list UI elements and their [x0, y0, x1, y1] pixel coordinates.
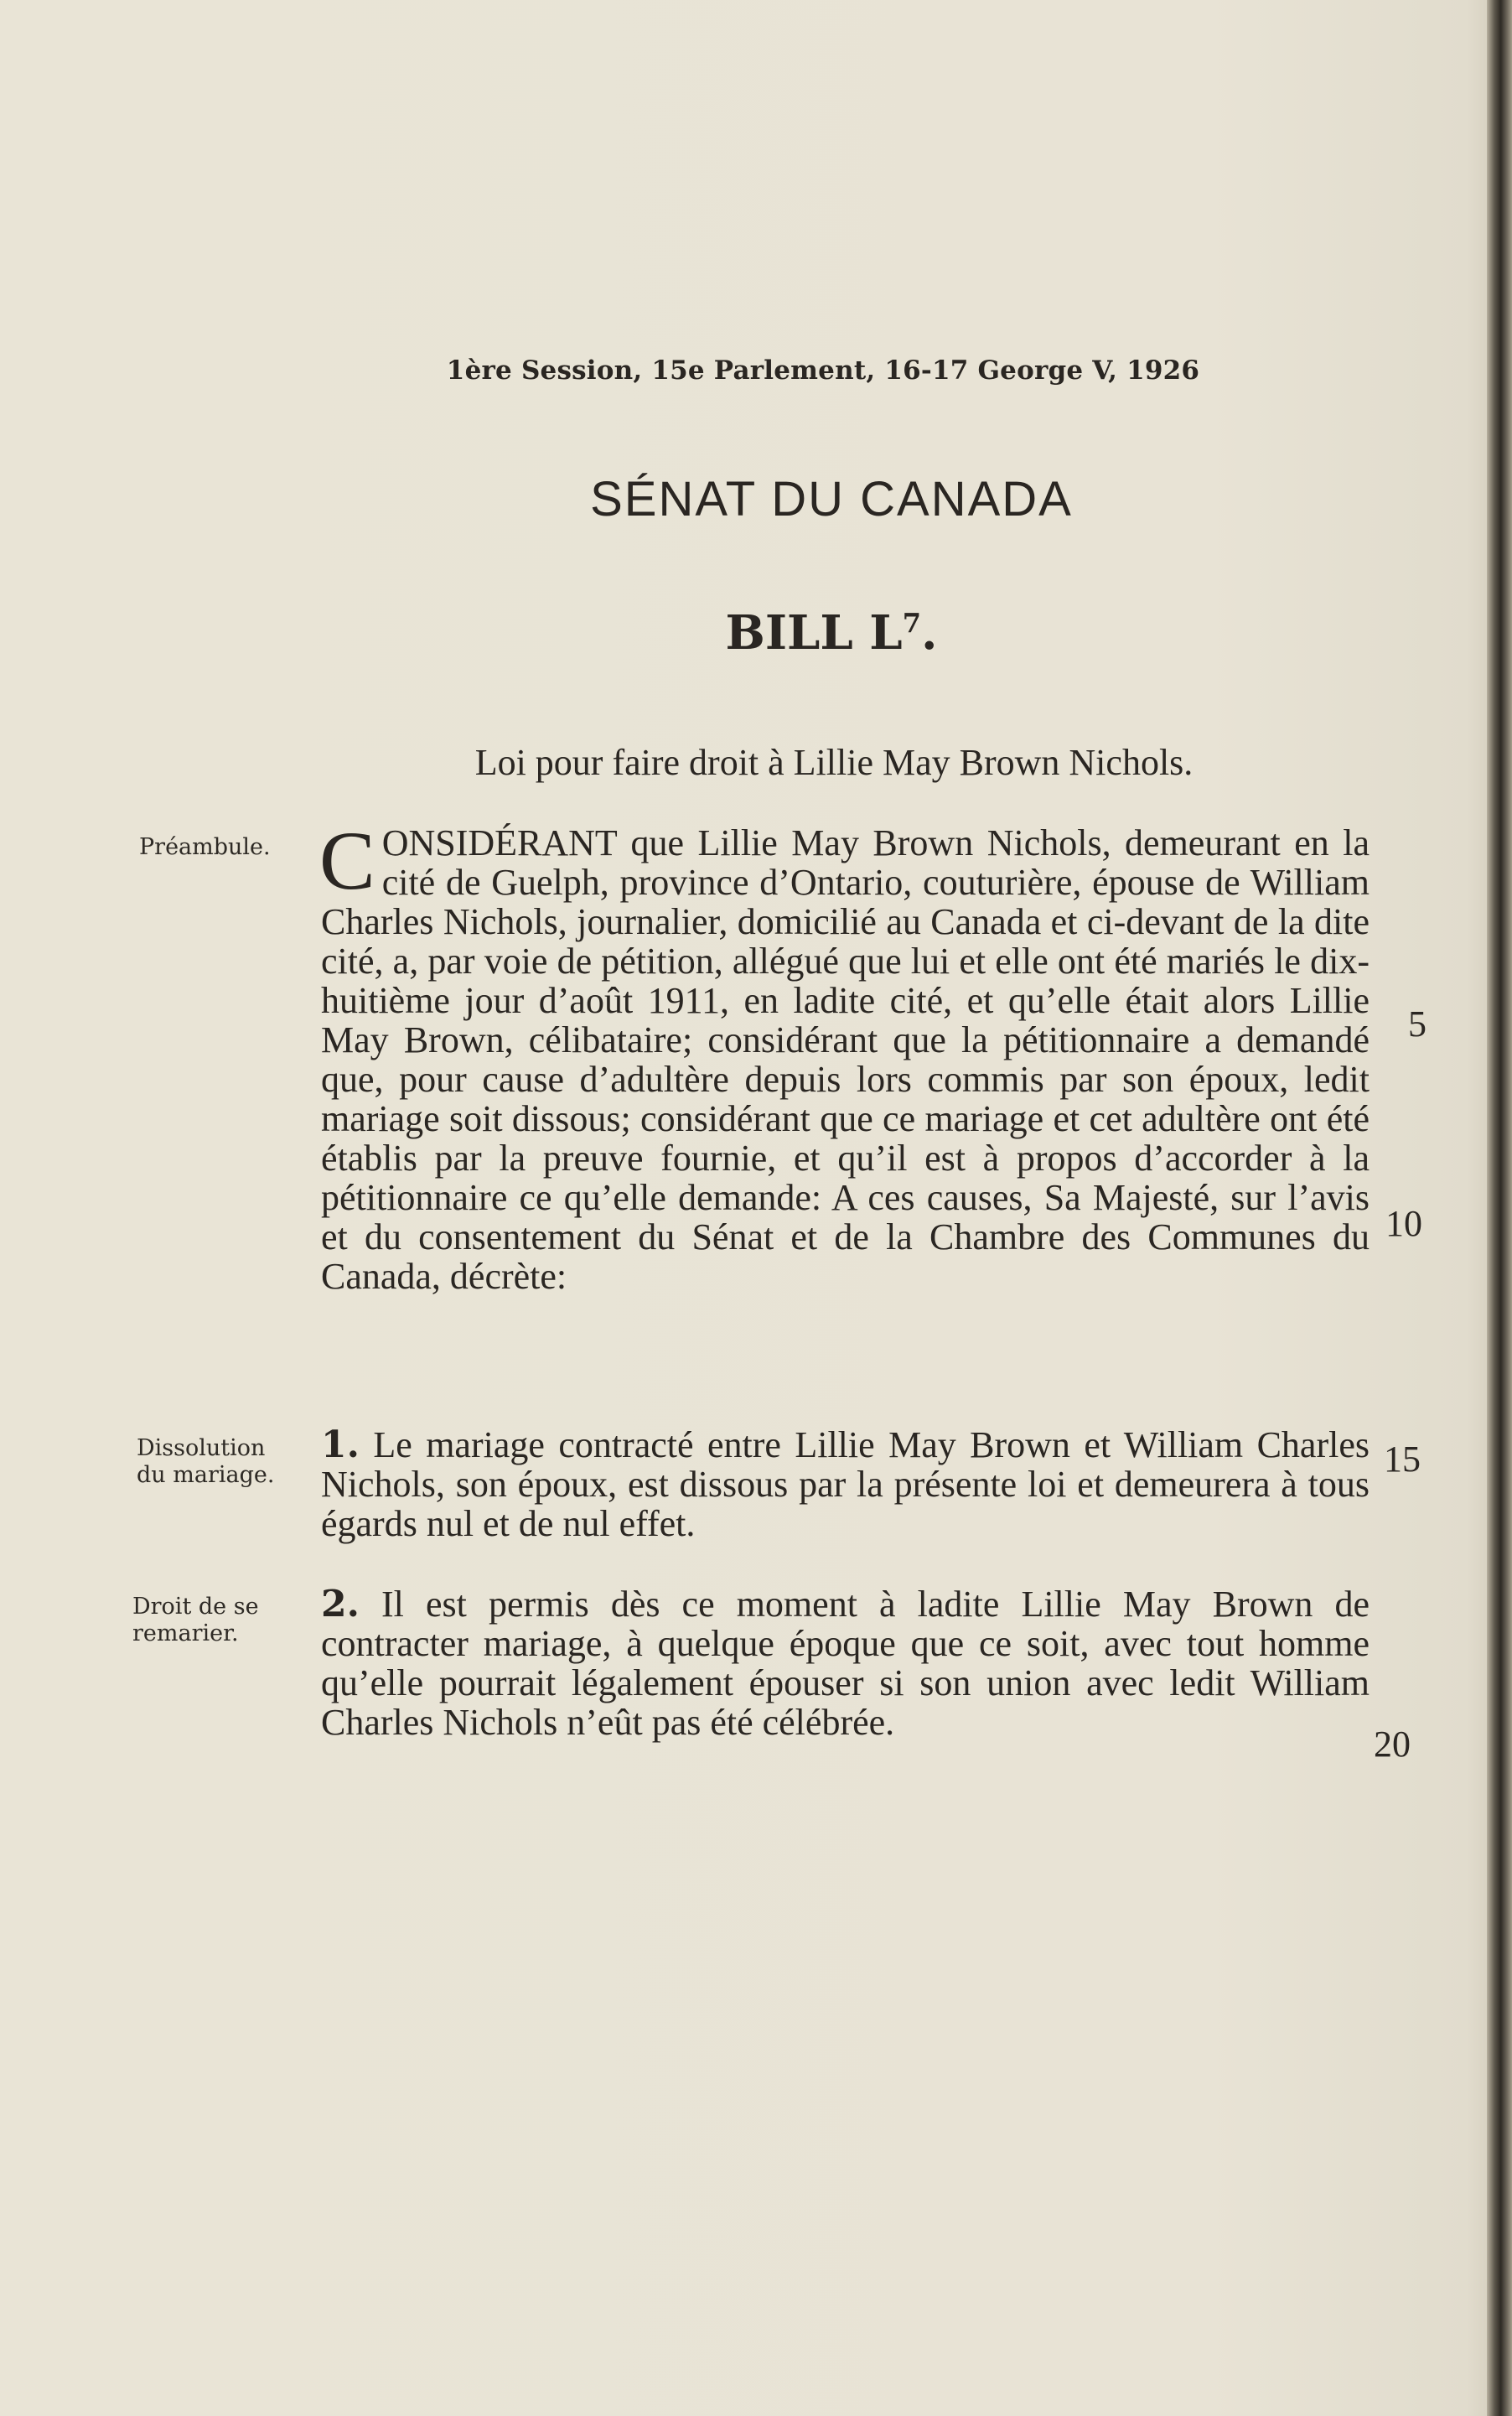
- bill-title-main: BILL L: [725, 605, 903, 661]
- article-2: [321, 1584, 1370, 1742]
- preamble-paragraph: [319, 814, 1370, 1297]
- senate-title: SÉNAT DU CANADA: [590, 472, 1073, 526]
- line-number: 10: [1385, 1203, 1422, 1244]
- drop-cap: C: [319, 814, 375, 907]
- article-2-text: Il est permis dès ce moment à ladite Lillie May Brown de contracter mariage, à quelque époque que ce soit, avec tout homme qu’elle pourrait légalement épouser si son union avec ledit William Charles Nichols n’eût pas été célébrée.: [321, 1584, 1370, 1743]
- bill-title: [75, 605, 1512, 661]
- article-2-number: 2.: [321, 1583, 360, 1625]
- line-number: 20: [1374, 1724, 1411, 1765]
- article-1-text: Le mariage contracté entre Lillie May Brown et William Charles Nichols, son époux, est dissous par la présente loi et demeurera à tous égards nul et de nul effet.: [321, 1424, 1370, 1544]
- sidenote-dissolution: [137, 1435, 274, 1489]
- sidenote-dissolution-line2: du mariage.: [137, 1462, 275, 1488]
- sidenote-remarry-line2: remarier.: [132, 1620, 239, 1646]
- sidenote-remarry-line1: Droit de se: [132, 1594, 259, 1620]
- sidenote-dissolution-line1: Dissolution: [137, 1435, 266, 1461]
- article-1-number: 1.: [321, 1423, 360, 1466]
- bill-title-number: 7: [902, 607, 921, 640]
- line-number: 5: [1408, 1003, 1427, 1045]
- bill-title-end: .: [920, 605, 938, 661]
- sidenote-preamble: Préambule.: [139, 834, 271, 860]
- session-line: 1ère Session, 15e Parlement, 16-17 George V, 1926: [446, 355, 1200, 386]
- preamble-text: ONSIDÉRANT que Lillie May Brown Nichols, demeurant en la cité de Guelph, province d’Ontario, couturière, épouse de William Charles Nichols, journalier, domicilié au Canada et ci-devant de la dite cité, a, par voie de pétition, allégué que lui et elle ont été mariés le dix-huitième jour d’août 1911, en ladite cité, et qu’elle était alors Lillie May Brown, célibataire; considérant que la pétitionnaire a demandé que, pour cause d’adultère depuis lors commis par son époux, ledit mariage soit dissous; considérant que ce mariage et cet adultère ont été établis par la preuve fournie, et qu’il est à propos d’accorder à la pétitionnaire ce qu’elle demande: A ces causes, Sa Majesté, sur l’avis et du consentement du Sénat et de la Chambre des Communes du Canada, décrète:: [321, 822, 1370, 1297]
- bill-subtitle: Loi pour faire droit à Lillie May Brown Nichols.: [474, 742, 1194, 783]
- sidenote-remarry: [132, 1594, 259, 1647]
- line-number: 15: [1384, 1439, 1421, 1480]
- article-1: [321, 1425, 1370, 1543]
